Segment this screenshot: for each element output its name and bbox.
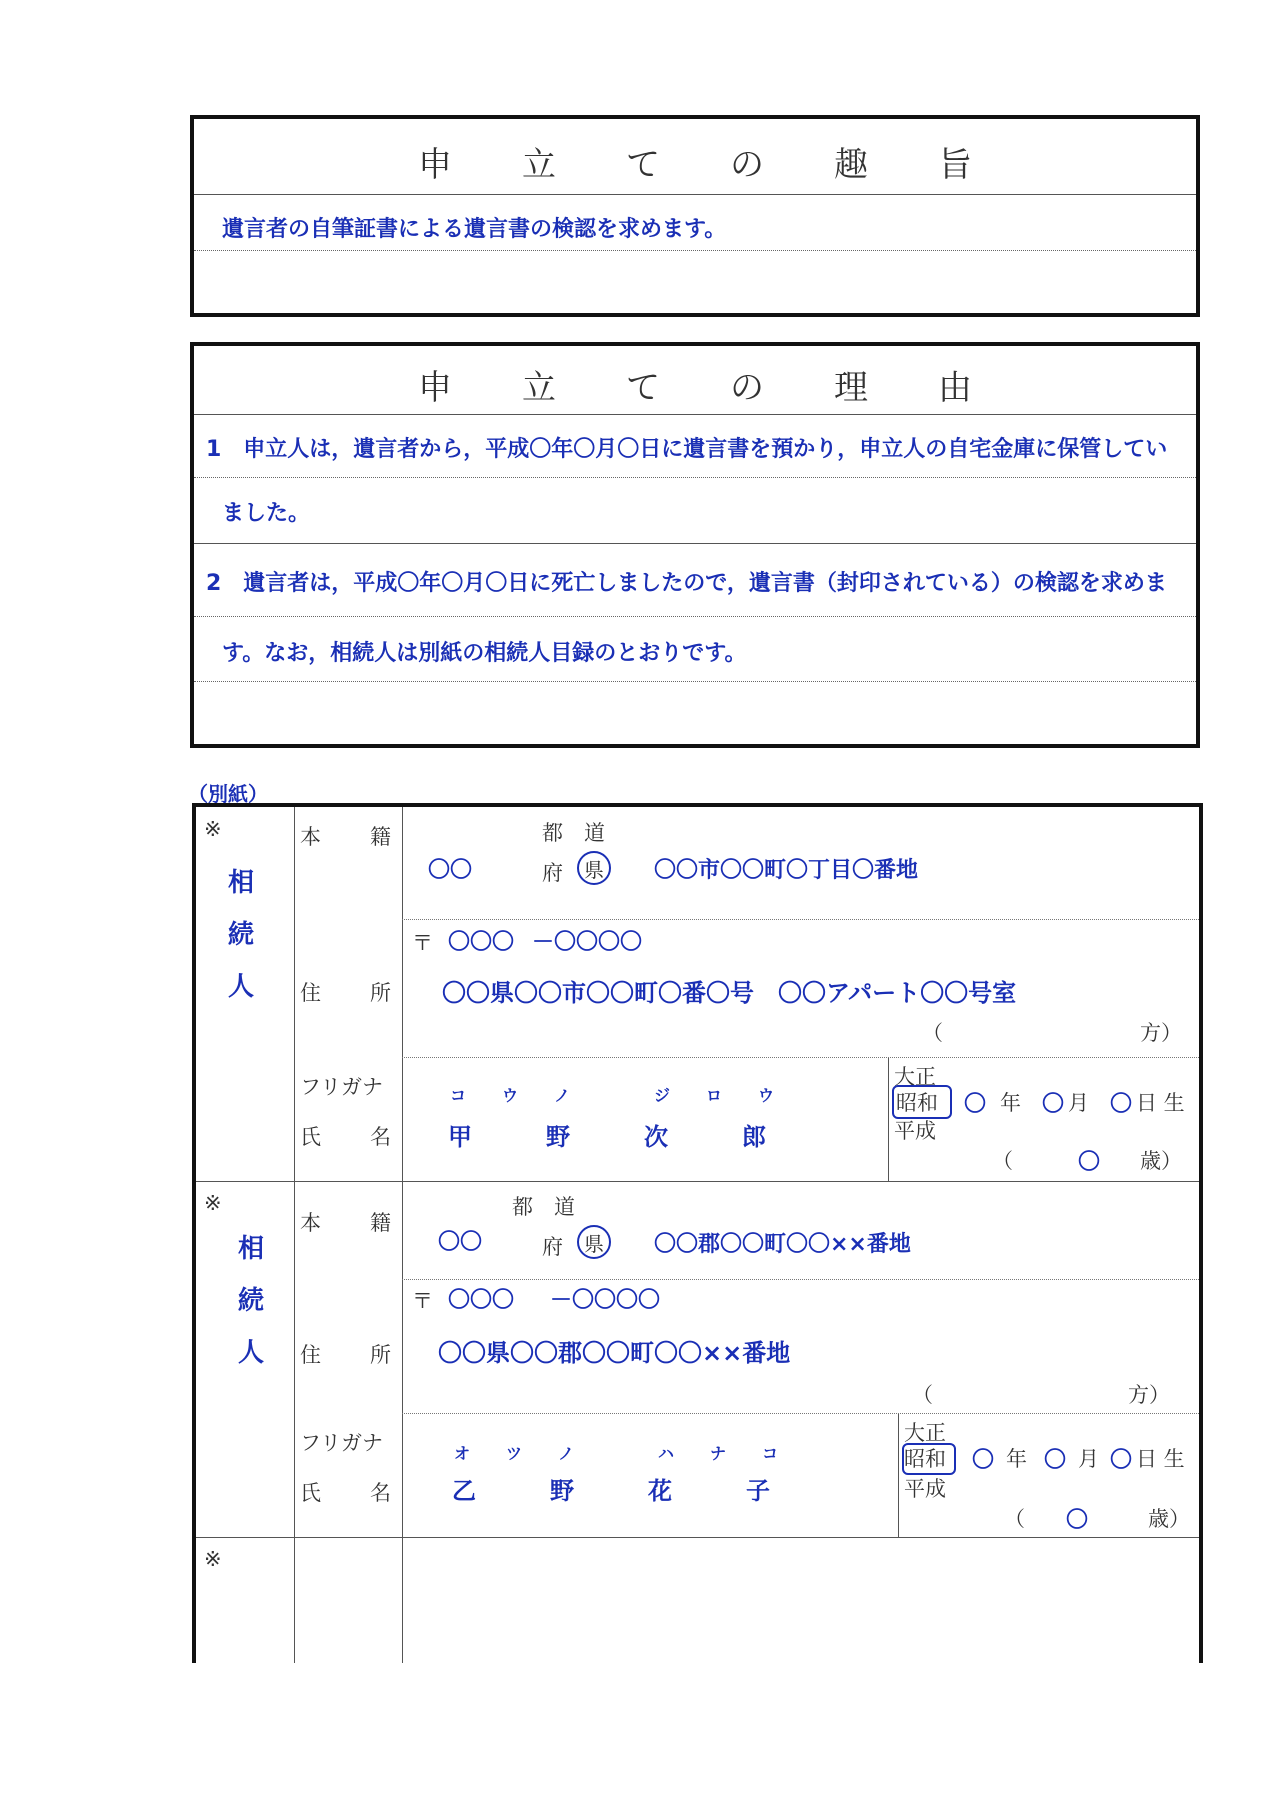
petition-reason-line-4: す。なお，相続人は別紙の相続人目録のとおりです。 [222, 641, 747, 666]
petition-reason-box [190, 342, 1200, 748]
heir-2-day: 〇 [1110, 1448, 1133, 1473]
heir-1-sai-close: 歳） [1140, 1149, 1182, 1173]
petition-reason-line-3: 2 遺言者は，平成〇年〇月〇日に死亡しましたので，遺言書（封印されている）の検認を求めま [206, 571, 1167, 596]
heir-1-jusho-label: 住 所 [300, 981, 405, 1005]
heir-2-year: 〇 [972, 1448, 995, 1473]
heir-2-era-heisei: 平成 [904, 1477, 946, 1501]
heir-1-kana: コ ウ ノ ジ ロ ウ [450, 1086, 775, 1105]
heir-2-side-label: 相 続 人 [237, 1234, 264, 1368]
heir-2-nen-label: 年 [1006, 1447, 1027, 1471]
heir-2-pref: 〇〇 [438, 1230, 483, 1255]
heir-1-postal-mark: 〒 [412, 931, 433, 955]
heir-2-sai-close: 歳） [1148, 1507, 1190, 1531]
heir-2-hi-sei-label: 日 生 [1136, 1447, 1185, 1471]
heir-2-shimei-label: 氏 名 [300, 1481, 405, 1505]
heir-2-tsuki-label: 月 [1078, 1447, 1099, 1471]
heir-1-pref: 〇〇 [428, 858, 473, 883]
heir-1-shimei-label: 氏 名 [300, 1125, 405, 1149]
heir-1-kata-close: 方） [1140, 1021, 1182, 1045]
petition-purpose-title: 申立ての趣旨 [418, 145, 1042, 185]
heir-3-asterisk: ※ [204, 1547, 222, 1571]
heir-1-furigana-label: フリガナ [300, 1075, 383, 1099]
heir-1-address: 〇〇県〇〇市〇〇町〇番〇号 〇〇アパート〇〇号室 [442, 979, 1017, 1007]
heir-list-table [192, 803, 1203, 1663]
heir-2-honseki-label: 本 籍 [300, 1211, 405, 1235]
heir-2-postal-mark: 〒 [412, 1289, 433, 1313]
heir-2-ken-circle: 県 [577, 1225, 611, 1259]
heir-2-kana: オ ツ ノ ハ ナ コ [454, 1444, 779, 1463]
heir-1-kata-open: （ [922, 1021, 943, 1045]
heir-2-name: 乙 野 花 子 [452, 1477, 770, 1505]
heir-1-todo-label: 都 道 [542, 821, 605, 845]
heir-2-era-showa: 昭和 [904, 1447, 946, 1471]
heir-1-side-label: 相 続 人 [227, 868, 254, 1002]
heir-1-nen-label: 年 [1000, 1091, 1021, 1115]
heir-2-kata-open: （ [912, 1383, 933, 1407]
heir-2-postal-b: －〇〇〇〇 [550, 1288, 661, 1313]
petition-reason-line-1: 1 申立人は，遺言者から，平成〇年〇月〇日に遺言書を預かり，申立人の自宅金庫に保管してい [206, 437, 1168, 462]
petition-reason-title: 申立ての理由 [418, 368, 1042, 408]
heir-2-month: 〇 [1044, 1448, 1067, 1473]
heir-2-todo-label: 都 道 [512, 1195, 575, 1219]
heir-1-ken-circle: 県 [577, 851, 611, 885]
heir-2-asterisk: ※ [204, 1191, 222, 1215]
heir-1-tsuki-label: 月 [1068, 1091, 1089, 1115]
heir-2-address: 〇〇県〇〇郡〇〇町〇〇××番地 [438, 1339, 791, 1367]
heir-1-asterisk: ※ [204, 817, 222, 841]
heir-1-hi-sei-label: 日 生 [1136, 1091, 1185, 1115]
heir-1-era-heisei: 平成 [894, 1119, 936, 1143]
heir-2-postal-a: 〇〇〇 [448, 1288, 515, 1313]
heir-1-era-showa: 昭和 [896, 1091, 938, 1115]
heir-1-month: 〇 [1042, 1092, 1065, 1117]
heir-2-fu-label: 府 [542, 1235, 563, 1259]
heir-2-era-taisho: 大正 [904, 1421, 946, 1445]
heir-1-age: 〇 [1078, 1150, 1101, 1175]
heir-2-jusho-label: 住 所 [300, 1343, 405, 1367]
heir-2-furigana-label: フリガナ [300, 1431, 383, 1455]
heir-1-sai-open: （ [992, 1149, 1013, 1173]
heir-1-honseki-address: 〇〇市〇〇町〇丁目〇番地 [654, 858, 919, 883]
heir-2-age: 〇 [1066, 1508, 1089, 1533]
petition-purpose-line-1: 遺言者の自筆証書による遺言書の検認を求めます。 [222, 217, 727, 242]
heir-1-honseki-label: 本 籍 [300, 825, 405, 849]
heir-1-postal-b: －〇〇〇〇 [532, 930, 643, 955]
petition-reason-line-2: ました。 [222, 501, 311, 526]
heir-2-sai-open: （ [1004, 1507, 1025, 1531]
heir-1-postal-a: 〇〇〇 [448, 930, 515, 955]
heir-2-honseki-address: 〇〇郡〇〇町〇〇××番地 [654, 1232, 911, 1257]
appendix-label: （別紙） [188, 782, 268, 806]
heir-1-year: 〇 [964, 1092, 987, 1117]
heir-1-fu-label: 府 [542, 861, 563, 885]
heir-2-kata-close: 方） [1128, 1383, 1170, 1407]
petition-purpose-box [190, 115, 1200, 317]
heir-1-day: 〇 [1110, 1092, 1133, 1117]
heir-1-name: 甲 野 次 郎 [448, 1123, 766, 1151]
heir-1-era-taisho: 大正 [894, 1065, 936, 1089]
